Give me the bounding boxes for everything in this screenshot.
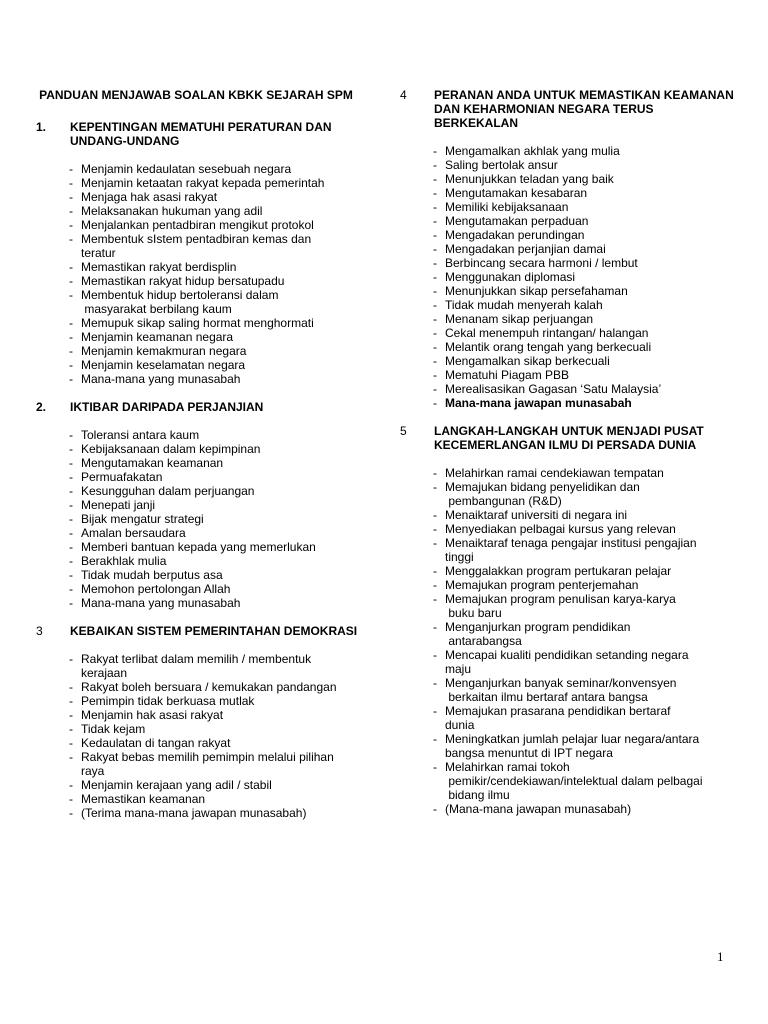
dash-bullet: - <box>433 270 437 284</box>
section-5 <box>400 424 740 816</box>
list-item <box>433 298 740 312</box>
section-3 <box>36 624 376 820</box>
list-item-text: Menepati janji <box>81 498 156 512</box>
dash-bullet: - <box>69 358 73 372</box>
bullet-list <box>36 652 376 820</box>
dash-bullet: - <box>69 540 73 554</box>
list-item <box>433 158 740 172</box>
list-item-text: Menjamin ketaatan rakyat kepada pemerintah <box>81 176 325 190</box>
list-item-text: Kesungguhan dalam perjuangan <box>81 484 255 498</box>
dash-bullet: - <box>69 232 73 246</box>
dash-bullet: - <box>433 340 437 354</box>
list-item <box>433 760 740 802</box>
dash-bullet: - <box>433 578 437 592</box>
list-item-text: (Mana-mana jawapan munasabah) <box>445 802 632 816</box>
dash-bullet: - <box>69 456 73 470</box>
dash-bullet: - <box>69 736 73 750</box>
list-item <box>69 694 376 708</box>
dash-bullet: - <box>69 274 73 288</box>
list-item <box>69 162 376 176</box>
list-item <box>69 736 376 750</box>
dash-bullet: - <box>69 680 73 694</box>
list-item <box>69 288 376 316</box>
dash-bullet: - <box>69 470 73 484</box>
list-item <box>433 396 740 410</box>
dash-bullet: - <box>69 176 73 190</box>
list-item <box>69 722 376 736</box>
dash-bullet: - <box>433 158 437 172</box>
list-item-text: Kebijaksanaan dalam kepimpinan <box>81 442 261 456</box>
dash-bullet: - <box>69 652 73 666</box>
bullet-list <box>400 466 740 816</box>
list-item-text: Mengadakan perundingan <box>445 228 585 242</box>
list-item <box>433 368 740 382</box>
list-item <box>69 470 376 484</box>
list-item-text: Menjaga hak asasi rakyat <box>81 190 218 204</box>
list-item <box>433 256 740 270</box>
list-item <box>69 526 376 540</box>
list-item-text: Tidak mudah menyerah kalah <box>445 298 603 312</box>
list-item <box>433 228 740 242</box>
list-item <box>69 428 376 442</box>
dash-bullet: - <box>69 162 73 176</box>
dash-bullet: - <box>433 368 437 382</box>
list-item-text: Mana-mana jawapan munasabah <box>445 396 632 410</box>
dash-bullet: - <box>433 354 437 368</box>
dash-bullet: - <box>433 760 437 774</box>
list-item <box>69 456 376 470</box>
dash-bullet: - <box>69 554 73 568</box>
list-item <box>69 316 376 330</box>
dash-bullet: - <box>433 396 437 410</box>
list-item-text: Menunjukkan teladan yang baik <box>445 172 614 186</box>
section-number: 5 <box>400 424 407 438</box>
section-title: KEBAIKAN SISTEM PEMERINTAHAN DEMOKRASI <box>70 624 358 638</box>
bullet-list <box>36 428 376 610</box>
list-item <box>433 592 740 620</box>
list-item <box>433 802 740 816</box>
dash-bullet: - <box>69 526 73 540</box>
list-item-text: Saling bertolak ansur <box>445 158 558 172</box>
section-title: IKTIBAR DARIPADA PERJANJIAN <box>70 400 264 414</box>
list-item <box>433 382 740 396</box>
list-item-text: Menjamin hak asasi rakyat <box>81 708 224 722</box>
dash-bullet: - <box>69 316 73 330</box>
dash-bullet: - <box>433 480 437 494</box>
dash-bullet: - <box>69 344 73 358</box>
list-item-text: Menyediakan pelbagai kursus yang relevan <box>445 522 676 536</box>
section-title: KEPENTINGAN MEMATUHI PERATURAN DAN UNDANG-UNDANG <box>70 120 332 148</box>
dash-bullet: - <box>433 508 437 522</box>
list-item <box>433 326 740 340</box>
dash-bullet: - <box>433 242 437 256</box>
list-item <box>433 354 740 368</box>
list-item-text: Mengamalkan sikap berkecuali <box>445 354 610 368</box>
list-item <box>69 344 376 358</box>
list-item-text: Menjamin kemakmuran negara <box>81 344 247 358</box>
dash-bullet: - <box>69 372 73 386</box>
list-item-text: Permuafakatan <box>81 470 163 484</box>
dash-bullet: - <box>433 214 437 228</box>
list-item <box>69 330 376 344</box>
list-item-text: Tidak mudah berputus asa <box>81 568 223 582</box>
dash-bullet: - <box>433 802 437 816</box>
list-item-text: Memastikan keamanan <box>81 792 206 806</box>
list-item <box>69 218 376 232</box>
list-item <box>69 232 376 260</box>
list-item-text: Mengutamakan kesabaran <box>445 186 588 200</box>
section-1 <box>36 120 376 386</box>
dash-bullet: - <box>69 722 73 736</box>
dash-bullet: - <box>433 200 437 214</box>
list-item <box>433 620 740 648</box>
list-item <box>433 144 740 158</box>
list-item <box>433 340 740 354</box>
section-title: LANGKAH-LANGKAH UNTUK MENJADI PUSAT KECEMERLANGAN ILMU DI PERSADA DUNIA <box>434 424 704 452</box>
list-item-text: Melaksanakan hukuman yang adil <box>81 204 263 218</box>
dash-bullet: - <box>69 582 73 596</box>
section-2 <box>36 400 376 610</box>
list-item-text: Berakhlak mulia <box>81 554 167 568</box>
dash-bullet: - <box>69 428 73 442</box>
list-item-text: Melahirkan ramai tokoh pemikir/cendekiawan/intelektual dalam pelbagai bidang ilmu <box>445 760 703 802</box>
list-item <box>69 708 376 722</box>
list-item-text: Memupuk sikap saling hormat menghormati <box>81 316 314 330</box>
list-item <box>433 200 740 214</box>
list-item <box>433 536 740 564</box>
section-title: PERANAN ANDA UNTUK MEMASTIKAN KEAMANAN DAN KEHARMONIAN NEGARA TERUS BERKEKALAN <box>434 88 734 130</box>
list-item-text: Menjamin kedaulatan sesebuah negara <box>81 162 292 176</box>
list-item-text: Melantik orang tengah yang berkecuali <box>445 340 652 354</box>
dash-bullet: - <box>433 648 437 662</box>
list-item <box>433 676 740 704</box>
list-item-text: Memastikan rakyat berdisplin <box>81 260 237 274</box>
dash-bullet: - <box>433 522 437 536</box>
list-item <box>433 172 740 186</box>
list-item <box>69 568 376 582</box>
list-item-text: Mematuhi Piagam PBB <box>445 368 570 382</box>
section-heading <box>400 424 740 452</box>
list-item <box>433 704 740 732</box>
list-item <box>69 652 376 680</box>
list-item-text: Mana-mana yang munasabah <box>81 596 241 610</box>
dash-bullet: - <box>69 792 73 806</box>
dash-bullet: - <box>69 750 73 764</box>
list-item <box>69 582 376 596</box>
dash-bullet: - <box>69 484 73 498</box>
list-item <box>433 312 740 326</box>
list-item-text: Memiliki kebijaksanaan <box>445 200 569 214</box>
page-number: 1 <box>717 949 724 964</box>
dash-bullet: - <box>433 228 437 242</box>
dash-bullet: - <box>69 708 73 722</box>
list-item <box>433 242 740 256</box>
dash-bullet: - <box>69 442 73 456</box>
list-item <box>69 512 376 526</box>
list-item <box>69 750 376 778</box>
list-item <box>433 186 740 200</box>
list-item <box>69 484 376 498</box>
list-item-text: Menjamin keamanan negara <box>81 330 234 344</box>
list-item-text: Menjamin kerajaan yang adil / stabil <box>81 778 272 792</box>
list-item <box>69 806 376 820</box>
dash-bullet: - <box>433 298 437 312</box>
dash-bullet: - <box>433 256 437 270</box>
list-item-text: Menganjurkan banyak seminar/konvensyen berkaitan ilmu bertaraf antara bangsa <box>445 676 677 704</box>
list-item <box>433 522 740 536</box>
list-item-text: Memajukan bidang penyelidikan dan pembangunan (R&D) <box>445 480 640 508</box>
list-item-text: Rakyat terlibat dalam memilih / membentuk kerajaan <box>81 652 312 680</box>
list-item <box>69 554 376 568</box>
list-item-text: Mencapai kualiti pendidikan setanding negara maju <box>445 648 689 676</box>
list-item-text: Mengutamakan perpaduan <box>445 214 589 228</box>
list-item <box>69 540 376 554</box>
list-item-text: Tidak kejam <box>81 722 146 736</box>
dash-bullet: - <box>69 190 73 204</box>
dash-bullet: - <box>433 466 437 480</box>
list-item-text: Memberi bantuan kepada yang memerlukan <box>81 540 316 554</box>
list-item <box>69 778 376 792</box>
dash-bullet: - <box>433 704 437 718</box>
list-item-text: Membentuk sIstem pentadbiran kemas dan teratur <box>81 232 312 260</box>
dash-bullet: - <box>433 326 437 340</box>
dash-bullet: - <box>69 694 73 708</box>
dash-bullet: - <box>433 186 437 200</box>
list-item <box>69 372 376 386</box>
list-item <box>69 792 376 806</box>
dash-bullet: - <box>69 512 73 526</box>
list-item <box>433 214 740 228</box>
list-item <box>433 284 740 298</box>
dash-bullet: - <box>69 596 73 610</box>
list-item-text: Meningkatkan jumlah pelajar luar negara/antara bangsa menuntut di IPT negara <box>445 732 700 760</box>
dash-bullet: - <box>69 204 73 218</box>
section-number: 1. <box>36 120 47 134</box>
dash-bullet: - <box>69 218 73 232</box>
list-item <box>69 498 376 512</box>
dash-bullet: - <box>433 172 437 186</box>
list-item-text: Toleransi antara kaum <box>81 428 200 442</box>
list-item <box>69 274 376 288</box>
section-4 <box>400 88 740 410</box>
list-item <box>69 176 376 190</box>
list-item <box>69 442 376 456</box>
list-item-text: Rakyat boleh bersuara / kemukakan pandangan <box>81 680 337 694</box>
dash-bullet: - <box>433 284 437 298</box>
list-item <box>433 270 740 284</box>
dash-bullet: - <box>433 382 437 396</box>
list-item <box>433 508 740 522</box>
list-item-text: Menaiktaraf tenaga pengajar institusi pengajian tinggi <box>445 536 697 564</box>
list-item-text: Menjamin keselamatan negara <box>81 358 246 372</box>
list-item-text: Memastikan rakyat hidup bersatupadu <box>81 274 285 288</box>
list-item <box>69 190 376 204</box>
bullet-list <box>400 144 740 410</box>
dash-bullet: - <box>433 536 437 550</box>
list-item-text: Cekal menempuh rintangan/ halangan <box>445 326 649 340</box>
list-item-text: Rakyat bebas memilih pemimpin melalui pilihan raya <box>81 750 334 778</box>
list-item <box>433 648 740 676</box>
list-item-text: Membentuk hidup bertoleransi dalam masyarakat berbilang kaum <box>81 288 279 316</box>
section-heading <box>36 400 376 414</box>
list-item-text: Mana-mana yang munasabah <box>81 372 241 386</box>
dash-bullet: - <box>433 312 437 326</box>
list-item-text: Menggunakan diplomasi <box>445 270 576 284</box>
list-item-text: Menaiktaraf universiti di negara ini <box>445 508 628 522</box>
right-column <box>400 88 740 830</box>
dash-bullet: - <box>69 260 73 274</box>
document-title: PANDUAN MENJAWAB SOALAN KBKK SEJARAH SPM <box>39 88 353 102</box>
list-item-text: Bijak mengatur strategi <box>81 512 204 526</box>
list-item-text: Menanam sikap perjuangan <box>445 312 594 326</box>
dash-bullet: - <box>69 498 73 512</box>
dash-bullet: - <box>69 806 73 820</box>
dash-bullet: - <box>433 144 437 158</box>
dash-bullet: - <box>433 676 437 690</box>
list-item-text: Pemimpin tidak berkuasa mutlak <box>81 694 255 708</box>
list-item <box>433 564 740 578</box>
list-item-text: Mengamalkan akhlak yang mulia <box>445 144 620 158</box>
section-number: 4 <box>400 88 407 102</box>
list-item <box>69 680 376 694</box>
list-item-text: Mengutamakan keamanan <box>81 456 224 470</box>
list-item-text: Memajukan program penterjemahan <box>445 578 639 592</box>
list-item <box>433 480 740 508</box>
list-item-text: Menunjukkan sikap persefahaman <box>445 284 628 298</box>
list-item-text: Melahirkan ramai cendekiawan tempatan <box>445 466 664 480</box>
list-item-text: Menggalakkan program pertukaran pelajar <box>445 564 672 578</box>
list-item-text: Memajukan prasarana pendidikan bertaraf dunia <box>445 704 671 732</box>
list-item-text: Mengadakan perjanjian damai <box>445 242 606 256</box>
dash-bullet: - <box>69 330 73 344</box>
section-number: 2. <box>36 400 47 414</box>
section-number: 3 <box>36 624 43 638</box>
dash-bullet: - <box>433 592 437 606</box>
list-item <box>69 596 376 610</box>
dash-bullet: - <box>69 778 73 792</box>
dash-bullet: - <box>433 564 437 578</box>
list-item-text: Kedaulatan di tangan rakyat <box>81 736 231 750</box>
list-item-text: Memohon pertolongan Allah <box>81 582 231 596</box>
dash-bullet: - <box>433 732 437 746</box>
list-item-text: Menganjurkan program pendidikan antarabangsa <box>445 620 631 648</box>
list-item <box>69 260 376 274</box>
list-item-text: Berbincang secara harmoni / lembut <box>445 256 638 270</box>
list-item-text: Menjalankan pentadbiran mengikut protokol <box>81 218 314 232</box>
list-item-text: Memajukan program penulisan karya-karya buku baru <box>445 592 676 620</box>
list-item <box>69 358 376 372</box>
section-heading <box>36 624 376 638</box>
dash-bullet: - <box>69 288 73 302</box>
section-heading <box>400 88 740 130</box>
list-item <box>433 466 740 480</box>
list-item <box>433 732 740 760</box>
section-heading <box>36 120 376 148</box>
list-item <box>433 578 740 592</box>
left-column <box>36 88 376 834</box>
list-item <box>69 204 376 218</box>
list-item-text: (Terima mana-mana jawapan munasabah) <box>81 806 307 820</box>
bullet-list <box>36 162 376 386</box>
list-item-text: Merealisasikan Gagasan ‘Satu Malaysia’ <box>445 382 662 396</box>
dash-bullet: - <box>69 568 73 582</box>
dash-bullet: - <box>433 620 437 634</box>
list-item-text: Amalan bersaudara <box>81 526 186 540</box>
